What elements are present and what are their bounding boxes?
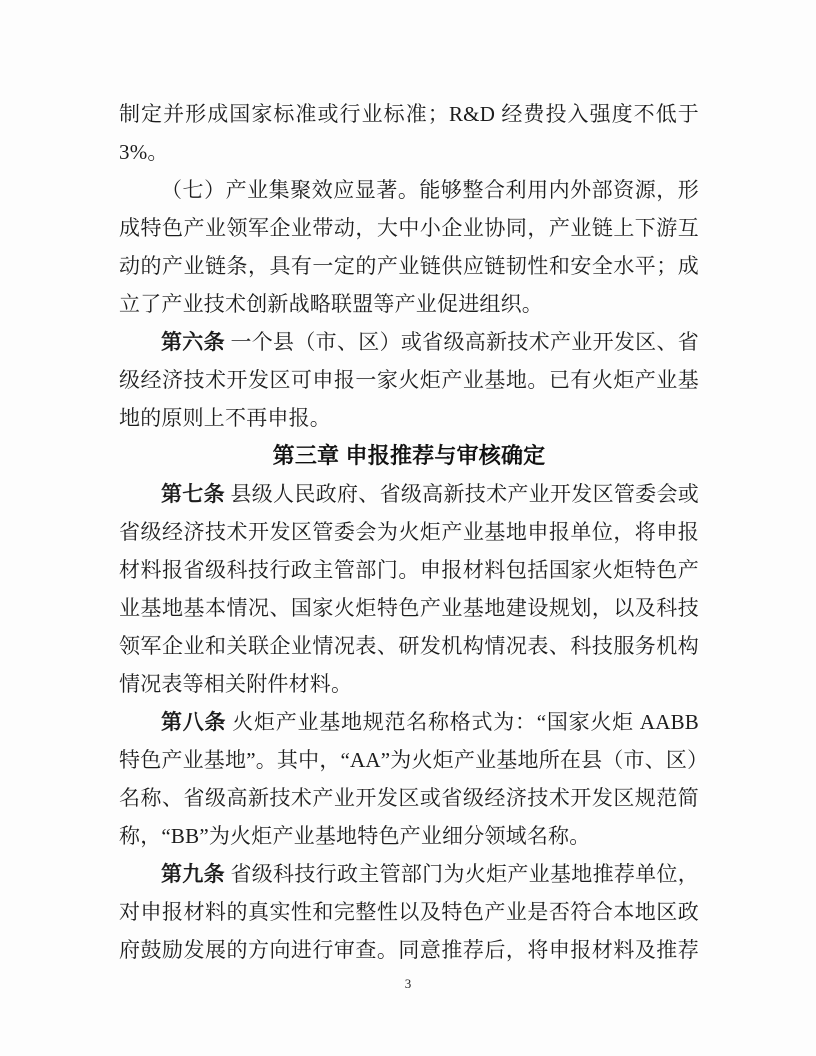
line-text: 级经济技术开发区可申报一家火炬产业基地。已有火炬产业基 <box>119 368 699 392</box>
text-line <box>119 399 699 437</box>
article-number: 第九条 <box>161 862 225 886</box>
line-text: 3%。 <box>119 140 169 164</box>
line-text: 省级经济技术开发区管委会为火炬产业基地申报单位，将申报 <box>119 520 699 544</box>
text-line <box>119 589 699 627</box>
line-text: 材料报省级科技行政主管部门。申报材料包括国家火炬特色产 <box>119 558 699 582</box>
text-line <box>119 209 699 247</box>
chapter-heading: 第三章 申报推荐与审核确定 <box>272 443 546 468</box>
text-line <box>119 133 699 171</box>
line-text: 地的原则上不再申报。 <box>119 406 331 430</box>
line-text: 省级科技行政主管部门为火炬产业基地推荐单位， <box>224 862 699 886</box>
text-line <box>119 817 699 855</box>
text-line <box>119 931 699 969</box>
text-line <box>119 95 699 133</box>
line-text: 称，“BB”为火炬产业基地特色产业细分领域名称。 <box>119 824 591 848</box>
text-line <box>119 323 699 361</box>
line-text: 对申报材料的真实性和完整性以及特色产业是否符合本地区政 <box>119 900 699 924</box>
text-line <box>119 627 699 665</box>
line-text: （七）产业集聚效应显著。能够整合利用内外部资源，形 <box>161 178 699 202</box>
page-number: 3 <box>404 976 412 991</box>
page-footer <box>0 974 816 994</box>
document-body <box>119 95 709 969</box>
line-text: 立了产业技术创新战略联盟等产业促进组织。 <box>119 292 543 316</box>
article-number: 第七条 <box>161 482 225 506</box>
text-line <box>119 551 699 589</box>
text-line <box>119 779 699 817</box>
line-text: 一个县（市、区）或省级高新技术产业开发区、省 <box>224 330 699 354</box>
line-text: 业基地基本情况、国家火炬特色产业基地建设规划，以及科技 <box>119 596 699 620</box>
line-text: 县级人民政府、省级高新技术产业开发区管委会或 <box>224 482 699 506</box>
text-line <box>119 703 699 741</box>
line-text: 动的产业链条，具有一定的产业链供应链韧性和安全水平；成 <box>119 254 699 278</box>
text-line <box>119 475 699 513</box>
line-text: 名称、省级高新技术产业开发区或省级经济技术开发区规范简 <box>119 786 699 810</box>
article-number: 第六条 <box>161 330 225 354</box>
line-text: 制定并形成国家标准或行业标准；R&D 经费投入强度不低于 <box>119 102 699 126</box>
line-text: 情况表等相关附件材料。 <box>119 672 353 696</box>
text-line <box>119 855 699 893</box>
text-line <box>119 893 699 931</box>
line-text: 火炬产业基地规范名称格式为：“国家火炬 AABB <box>226 710 699 734</box>
line-text: 成特色产业领军企业带动，大中小企业协同，产业链上下游互 <box>119 216 699 240</box>
text-line <box>119 665 699 703</box>
line-text: 特色产业基地”。其中，“AA”为火炬产业基地所在县（市、区） <box>119 748 709 772</box>
line-text: 府鼓励发展的方向进行审查。同意推荐后，将申报材料及推荐 <box>119 938 699 962</box>
text-line <box>119 171 699 209</box>
line-text: 领军企业和关联企业情况表、研发机构情况表、科技服务机构 <box>119 634 699 658</box>
article-number: 第八条 <box>161 710 227 734</box>
text-line <box>119 361 699 399</box>
text-line <box>119 741 709 779</box>
text-line <box>119 285 699 323</box>
text-line <box>119 247 699 285</box>
text-line <box>119 513 699 551</box>
